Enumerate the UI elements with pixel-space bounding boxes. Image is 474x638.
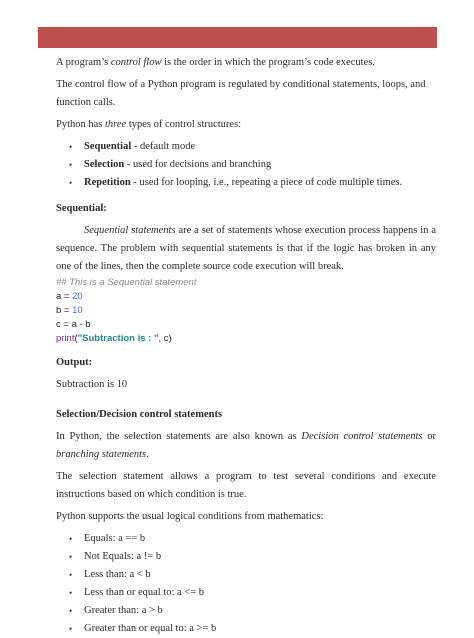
code-line-print [56, 332, 436, 346]
selection-paragraph-2: The selection statement allows a program to test several conditions and execute instructions based on which condition is true. [56, 471, 436, 500]
code-string: "Subtraction is : " [77, 333, 159, 344]
bullet-icon: • [69, 552, 73, 562]
list-item [56, 138, 436, 156]
type-name: Repetition [84, 177, 131, 188]
list-item [56, 174, 436, 192]
list-item [56, 548, 436, 566]
bullet-icon: • [69, 142, 73, 152]
document-body [56, 54, 436, 638]
header-banner [38, 27, 437, 48]
bullet-icon: • [69, 160, 73, 170]
selection-text: or [422, 431, 436, 442]
sequential-paragraph [56, 222, 436, 276]
selection-paragraph-3: Python supports the usual logical conditions from mathematics: [56, 511, 324, 522]
output-value: Subtraction is 10 [56, 379, 128, 390]
list-item [56, 156, 436, 174]
sequential-emphasis: Sequential statements [84, 225, 176, 236]
output-heading: Output: [56, 357, 93, 368]
condition-text: Equals: a == b [84, 533, 146, 544]
intro-line-1-rest: is the order in which the program’s code executes. [161, 57, 375, 68]
selection-emphasis: branching statements [56, 449, 147, 460]
selection-paragraph-1 [56, 428, 436, 464]
bullet-icon: • [69, 570, 73, 580]
list-item [56, 530, 436, 548]
list-item [56, 602, 436, 620]
control-structure-list [56, 138, 436, 192]
type-name: Sequential [84, 141, 132, 152]
code-number: 20 [72, 291, 83, 302]
condition-text: Not Equals: a != b [84, 551, 162, 562]
condition-text: Less than or equal to: a <= b [84, 587, 205, 598]
type-desc: - used for decisions and branching [124, 159, 272, 170]
bullet-icon: • [69, 624, 73, 634]
intro-line-1-emphasis: control flow [110, 57, 162, 68]
selection-text: . [146, 449, 149, 460]
intro-line-3-rest: types of control structures: [126, 119, 242, 130]
code-number: 10 [72, 305, 83, 316]
type-desc: - default mode [131, 141, 196, 152]
selection-heading: Selection/Decision control statements [56, 409, 223, 420]
code-text: a = [56, 291, 73, 302]
code-text: , c) [158, 333, 172, 344]
bullet-icon: • [69, 534, 73, 544]
condition-text: Greater than or equal to: a >= b [84, 623, 217, 634]
list-item [56, 620, 436, 638]
code-line-a [56, 290, 436, 304]
bullet-icon: • [69, 606, 73, 616]
intro-line-1 [56, 54, 436, 72]
intro-line-3-emphasis: three [105, 119, 127, 130]
sequential-heading: Sequential: [56, 203, 107, 214]
condition-text: Greater than: a > b [84, 605, 163, 616]
code-line-c: c = a - b [56, 319, 91, 330]
code-keyword: print [56, 333, 75, 344]
type-desc: - used for looping, i.e., repeating a piece of code multiple times. [130, 177, 403, 188]
code-block [56, 276, 436, 346]
code-line-b [56, 304, 436, 318]
condition-text: Less than: a < b [84, 569, 151, 580]
selection-text: In Python, the selection statements are also known as [56, 431, 302, 442]
intro-line-3-text: Python has [56, 119, 106, 130]
list-item [56, 566, 436, 584]
intro-line-2: The control flow of a Python program is regulated by conditional statements, loops, and function calls. [56, 79, 426, 108]
bullet-icon: • [69, 588, 73, 598]
sequential-paragraph-text: are a set of statements whose execution process happens in a sequence. The problem with sequential statements is that if the logic has broken in any one of the lines, then the complete source code execution will break. [56, 225, 436, 272]
intro-line-1-text: A program’s [56, 57, 111, 68]
selection-emphasis: Decision control statements [301, 431, 423, 442]
condition-list [56, 530, 436, 638]
code-comment: ## This is a Sequential statement [56, 277, 197, 288]
intro-line-3 [56, 116, 436, 134]
code-text: b = [56, 305, 73, 316]
type-name: Selection [84, 159, 125, 170]
list-item [56, 584, 436, 602]
code-text: ( [74, 333, 78, 344]
bullet-icon: • [69, 178, 73, 188]
